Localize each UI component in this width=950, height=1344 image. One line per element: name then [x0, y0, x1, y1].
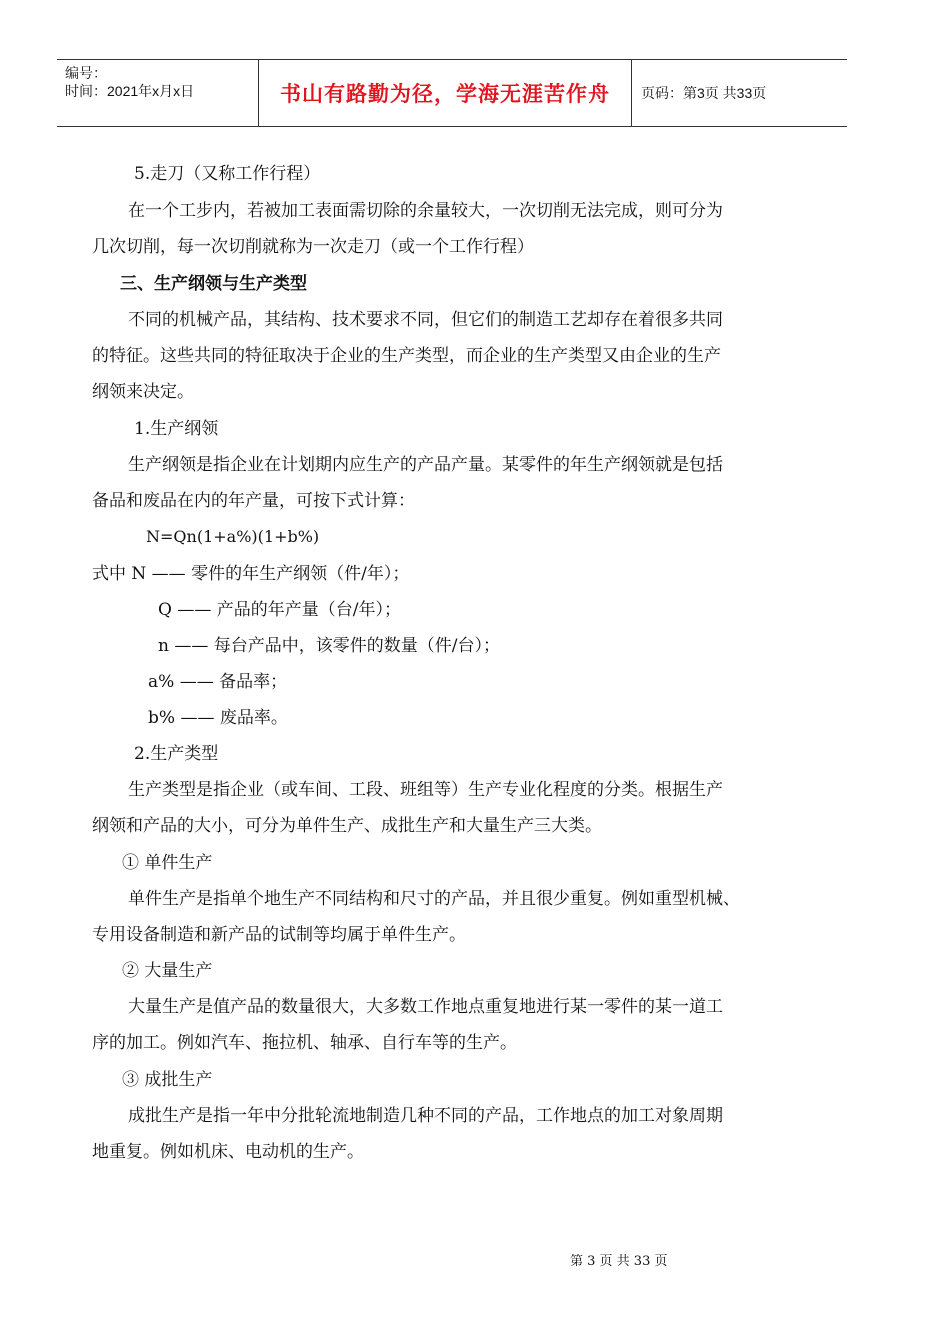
paragraph-line: 备品和废品在内的年产量，可按下式计算：	[92, 491, 415, 511]
paragraph-line: 专用设备制造和新产品的试制等均属于单件生产。	[92, 925, 466, 945]
section-heading-3: 三、生产纲领与生产类型	[120, 274, 307, 294]
date-label: 时间：2021年x月x日	[65, 83, 195, 99]
number-label: 编号：	[65, 65, 107, 81]
paragraph-line: 在一个工步内，若被加工表面需切除的余量较大，一次切削无法完成，则可分为	[128, 201, 723, 221]
list-item-3: ③ 成批生产	[122, 1070, 213, 1090]
subheading-5: 5.走刀（又称工作行程）	[134, 164, 321, 184]
paragraph-line: 生产纲领是指企业在计划期内应生产的产品产量。某零件的年生产纲领就是包括	[128, 455, 723, 475]
formula-legend-small-n: n —— 每台产品中，该零件的数量（件/台）；	[158, 636, 500, 656]
paragraph-line: 的特征。这些共同的特征取决于企业的生产类型，而企业的生产类型又由企业的生产	[92, 346, 721, 366]
formula-legend-a: a% —— 备品率；	[148, 672, 288, 692]
paragraph-line: 不同的机械产品，其结构、技术要求不同，但它们的制造工艺却存在着很多共同	[128, 310, 723, 330]
header-motto-cell	[258, 60, 632, 126]
subheading-1: 1.生产纲领	[134, 419, 219, 439]
header-page-cell	[631, 60, 847, 126]
subheading-2: 2.生产类型	[134, 744, 219, 764]
motto-text: 书山有路勤为径，学海无涯苦作舟	[280, 82, 610, 106]
paragraph-line: 大量生产是值产品的数量很大，大多数工作地点重复地进行某一零件的某一道工	[128, 997, 723, 1017]
formula-legend-q: Q —— 产品的年产量（台/年）；	[158, 600, 401, 620]
header-meta	[57, 60, 258, 126]
paragraph-line: 几次切削，每一次切削就称为一次走刀（或一个工作行程）	[92, 237, 534, 257]
formula-legend-n: 式中 N —— 零件的年生产纲领（件/年）；	[92, 564, 410, 584]
formula-legend-b: b% —— 废品率。	[148, 708, 288, 728]
formula: N=Qn(1+a%)(1+b%)	[146, 527, 320, 546]
paragraph-line: 成批生产是指一年中分批轮流地制造几种不同的产品，工作地点的加工对象周期	[128, 1106, 723, 1126]
paragraph-line: 纲领和产品的大小，可分为单件生产、成批生产和大量生产三大类。	[92, 816, 602, 836]
paragraph-line: 序的加工。例如汽车、拖拉机、轴承、自行车等的生产。	[92, 1033, 517, 1053]
paragraph-line: 地重复。例如机床、电动机的生产。	[92, 1142, 364, 1162]
page-code: 页码：第3页 共33页	[641, 84, 767, 101]
list-item-1: ① 单件生产	[122, 853, 213, 873]
paragraph-line: 生产类型是指企业（或车间、工段、班组等）生产专业化程度的分类。根据生产	[128, 780, 723, 800]
paragraph-line: 纲领来决定。	[92, 382, 194, 402]
list-item-2: ② 大量生产	[122, 961, 213, 981]
page-footer: 第 3 页 共 33 页	[570, 1254, 668, 1269]
paragraph-line: 单件生产是指单个地生产不同结构和尺寸的产品，并且很少重复。例如重型机械、	[128, 889, 740, 909]
page-header	[57, 59, 847, 127]
